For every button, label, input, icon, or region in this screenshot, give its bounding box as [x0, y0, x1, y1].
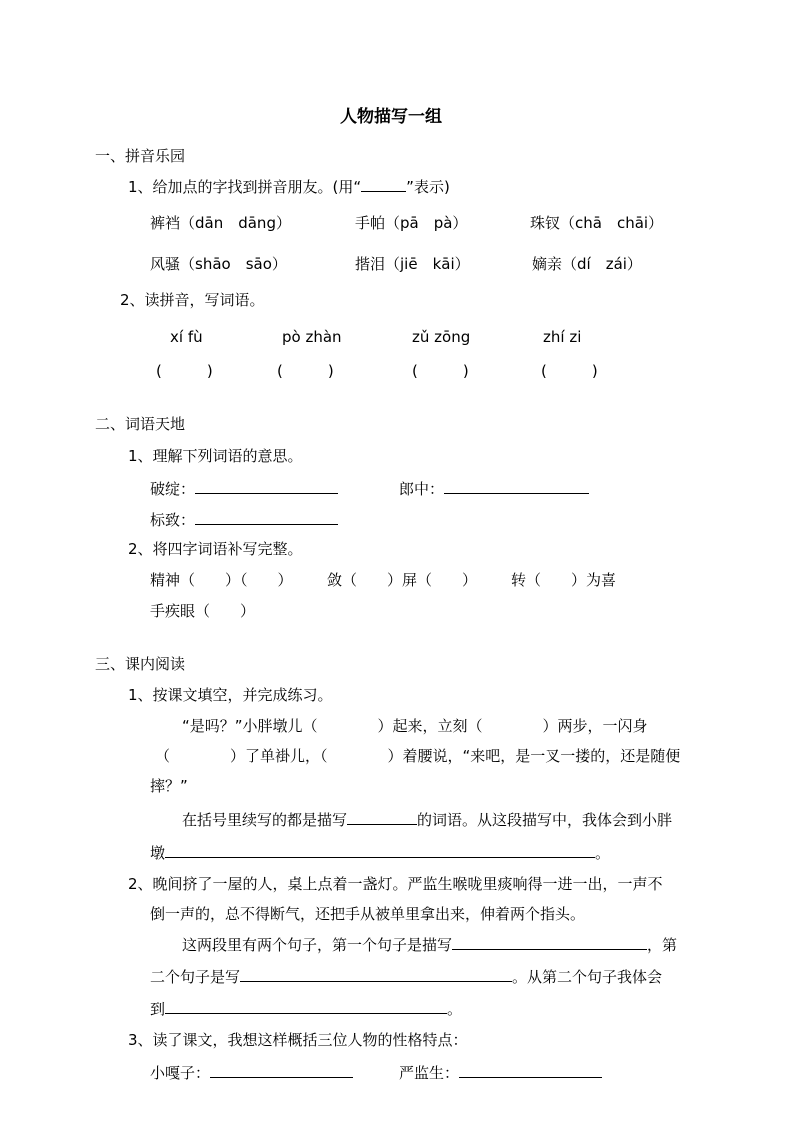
fill-line — [182, 809, 672, 830]
fill-line — [150, 966, 662, 987]
pinyin-word: xí fù — [170, 328, 203, 346]
answer-line[interactable] — [165, 998, 447, 1014]
fill-line — [182, 934, 677, 955]
fill-text: 。 — [595, 844, 611, 862]
s1-question-1 — [128, 176, 450, 197]
idiom-blank: 转（ ）为喜 — [511, 571, 617, 589]
fill-text: 到 — [150, 1000, 166, 1018]
mark-blank — [361, 176, 406, 192]
page-title: 人物描写一组 — [340, 107, 442, 127]
word-meaning-row — [150, 509, 338, 530]
answer-paren[interactable]: ( ) — [541, 362, 598, 380]
passage-line: “是吗？”小胖墩儿（ ）起来，立刻（ ）两步，一闪身 — [182, 717, 648, 735]
answer-line[interactable] — [165, 842, 595, 858]
pinyin-choice: 嫡亲（dí zái） — [532, 255, 642, 273]
word-label: 标致： — [150, 511, 196, 529]
idiom-blank: 手疾眼（ ） — [150, 602, 256, 620]
word-meaning-row — [150, 478, 338, 499]
answer-line[interactable] — [452, 934, 647, 950]
answer-line[interactable] — [459, 1062, 602, 1078]
pinyin-choice: 风骚（shāo sāo） — [150, 255, 287, 273]
s3-question-2-line: 2、晚间挤了一屋的人，桌上点着一盏灯。严监生喉咙里痰响得一进一出，一声不 — [128, 875, 663, 893]
word-meaning-row — [399, 478, 589, 499]
fill-text: 的词语。从这段描写中，我体会到小胖 — [417, 811, 673, 829]
fill-text: ，第 — [647, 936, 678, 954]
word-label: 破绽： — [150, 480, 196, 498]
answer-line[interactable] — [240, 966, 512, 982]
fill-line — [150, 998, 462, 1019]
answer-line[interactable] — [195, 509, 338, 525]
passage-line: （ ）了单褂儿，（ ）着腰说，“来吧，是一叉一搂的，还是随便 — [155, 747, 681, 765]
passage-line: 摔？” — [150, 777, 188, 795]
character-label: 严监生： — [399, 1064, 460, 1082]
section-3-heading: 三、课内阅读 — [95, 655, 186, 673]
pinyin-choice: 珠钗（chā chāi） — [530, 214, 664, 232]
answer-line[interactable] — [444, 478, 589, 494]
pinyin-word: zǔ zōng — [412, 328, 471, 346]
answer-paren[interactable]: ( ) — [156, 362, 213, 380]
fill-text: 二个句子是写 — [150, 968, 241, 986]
answer-line[interactable] — [347, 809, 417, 825]
s3-question-1: 1、按课文填空，并完成练习。 — [128, 686, 333, 704]
fill-text: 。 — [447, 1000, 463, 1018]
pinyin-choice: 揩泪（jiē kāi） — [355, 255, 470, 273]
word-label: 郎中： — [399, 480, 445, 498]
s3-question-3: 3、读了课文，我想这样概括三位人物的性格特点： — [128, 1031, 468, 1049]
pinyin-word: pò zhàn — [282, 328, 342, 346]
idiom-blank: 敛（ ）屏（ ） — [327, 571, 478, 589]
pinyin-word: zhí zi — [543, 328, 582, 346]
s2-question-2: 2、将四字词语补写完整。 — [128, 540, 303, 558]
fill-line — [150, 842, 610, 863]
fill-text: 在括号里续写的都是描写 — [182, 811, 348, 829]
s2-question-1: 1、理解下列词语的意思。 — [128, 447, 303, 465]
answer-paren[interactable]: ( ) — [277, 362, 334, 380]
answer-paren[interactable]: ( ) — [412, 362, 469, 380]
fill-text: 这两段里有两个句子，第一个句子是描写 — [182, 936, 453, 954]
section-1-heading: 一、拼音乐园 — [95, 147, 186, 165]
section-2-heading: 二、词语天地 — [95, 415, 186, 433]
idiom-blank: 精神（ ）（ ） — [150, 571, 293, 589]
s1-q1-text: 1、给加点的字找到拼音朋友。(用“ — [128, 178, 362, 196]
answer-line[interactable] — [195, 478, 338, 494]
pinyin-choice: 手帕（pā pà） — [355, 214, 468, 232]
fill-text: 墩 — [150, 844, 166, 862]
s1-q1-tail: ”表示) — [406, 178, 450, 196]
character-row — [399, 1062, 602, 1083]
s1-question-2: 2、读拼音，写词语。 — [120, 291, 265, 309]
fill-text: 。从第二个句子我体会 — [512, 968, 663, 986]
answer-line[interactable] — [210, 1062, 353, 1078]
pinyin-choice: 裤裆（dān dāng） — [150, 214, 291, 232]
character-row — [150, 1062, 353, 1083]
character-label: 小嘎子： — [150, 1064, 211, 1082]
passage-line: 倒一声的，总不得断气，还把手从被单里拿出来，伸着两个指头。 — [150, 905, 586, 923]
